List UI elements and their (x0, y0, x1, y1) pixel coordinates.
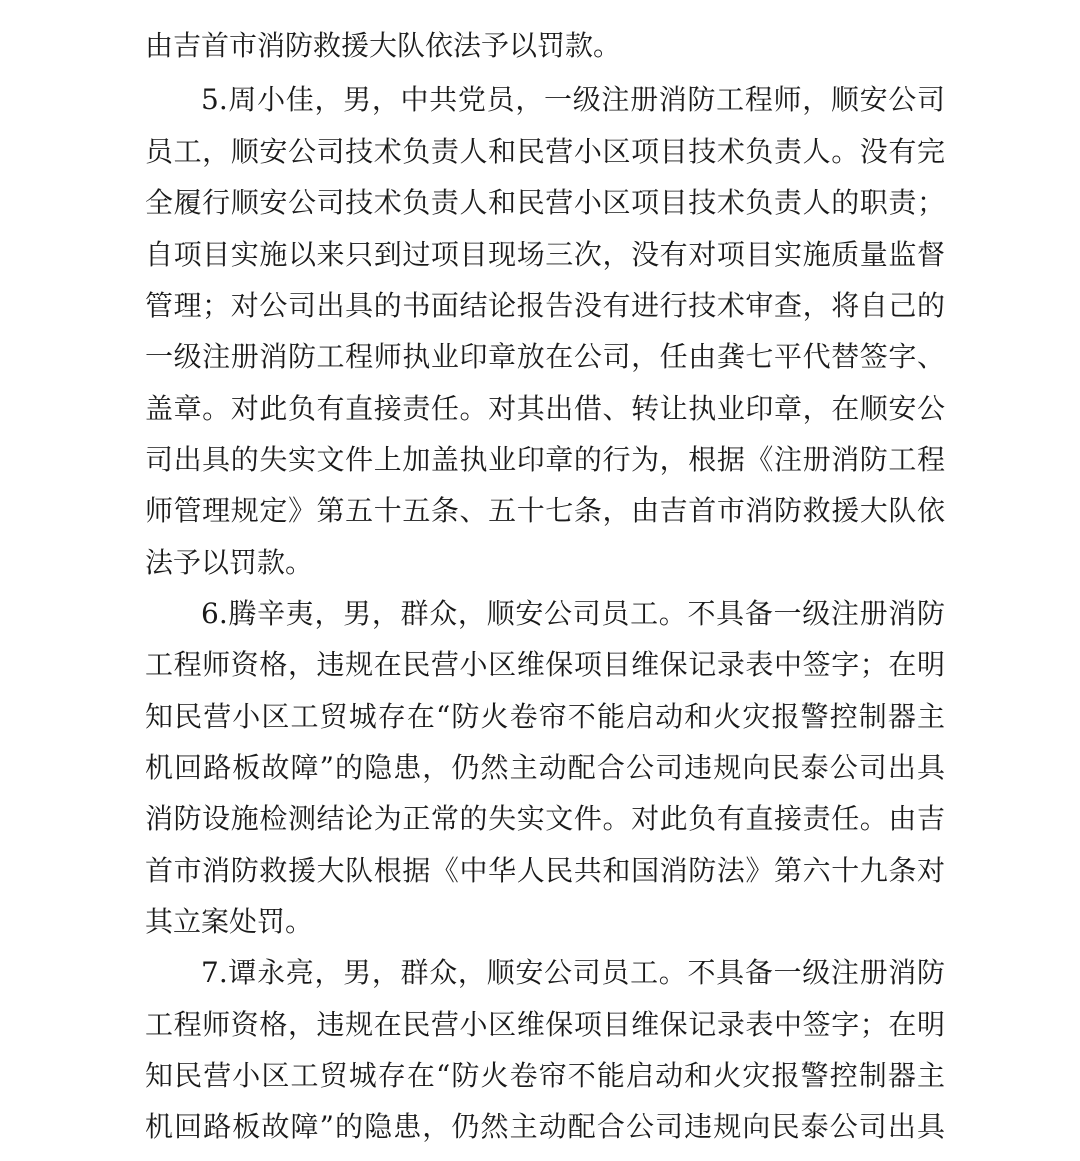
text-line: 盖章。对此负有直接责任。对其出借、转让执业印章，在顺安公 (145, 392, 945, 425)
text-line: 工程师资格，违规在民营小区维保项目维保记录表中签字；在明 (145, 648, 945, 681)
text-line: 员工，顺安公司技术负责人和民营小区项目技术负责人。没有完 (145, 135, 945, 168)
text-line: 由吉首市消防救援大队依法予以罚款。 (145, 29, 622, 62)
text-line: 知民营小区工贸城存在“防火卷帘不能启动和火灾报警控制器主 (145, 1059, 945, 1092)
text-line: 师管理规定》第五十五条、五十七条，由吉首市消防救援大队依 (145, 494, 945, 527)
paragraph-7-first-line: 7.谭永亮，男，群众，顺安公司员工。不具备一级注册消防 (201, 956, 945, 989)
paragraph-5-first-line: 5.周小佳，男，中共党员，一级注册消防工程师，顺安公司 (201, 83, 945, 116)
text-line: 知民营小区工贸城存在“防火卷帘不能启动和火灾报警控制器主 (145, 700, 945, 733)
text-line: 消防设施检测结论为正常的失实文件。对此负有直接责任。由吉 (145, 802, 945, 835)
text-line: 法予以罚款。 (145, 546, 314, 579)
text-line: 司出具的失实文件上加盖执业印章的行为，根据《注册消防工程 (145, 443, 945, 476)
text-line: 一级注册消防工程师执业印章放在公司，任由龚七平代替签字、 (145, 340, 945, 373)
text-line: 管理；对公司出具的书面结论报告没有进行技术审查，将自己的 (145, 289, 945, 322)
text-line: 首市消防救援大队根据《中华人民共和国消防法》第六十九条对 (145, 854, 945, 887)
text-line: 机回路板故障”的隐患，仍然主动配合公司违规向民泰公司出具 (145, 1110, 945, 1143)
text-line: 机回路板故障”的隐患，仍然主动配合公司违规向民泰公司出具 (145, 751, 945, 784)
paragraph-6-first-line: 6.腾辛夷，男，群众，顺安公司员工。不具备一级注册消防 (201, 597, 945, 630)
text-line: 自项目实施以来只到过项目现场三次，没有对项目实施质量监督 (145, 238, 945, 271)
text-line: 全履行顺安公司技术负责人和民营小区项目技术负责人的职责； (145, 186, 945, 219)
text-line: 其立案处罚。 (145, 905, 314, 938)
text-line: 工程师资格，违规在民营小区维保项目维保记录表中签字；在明 (145, 1008, 945, 1041)
